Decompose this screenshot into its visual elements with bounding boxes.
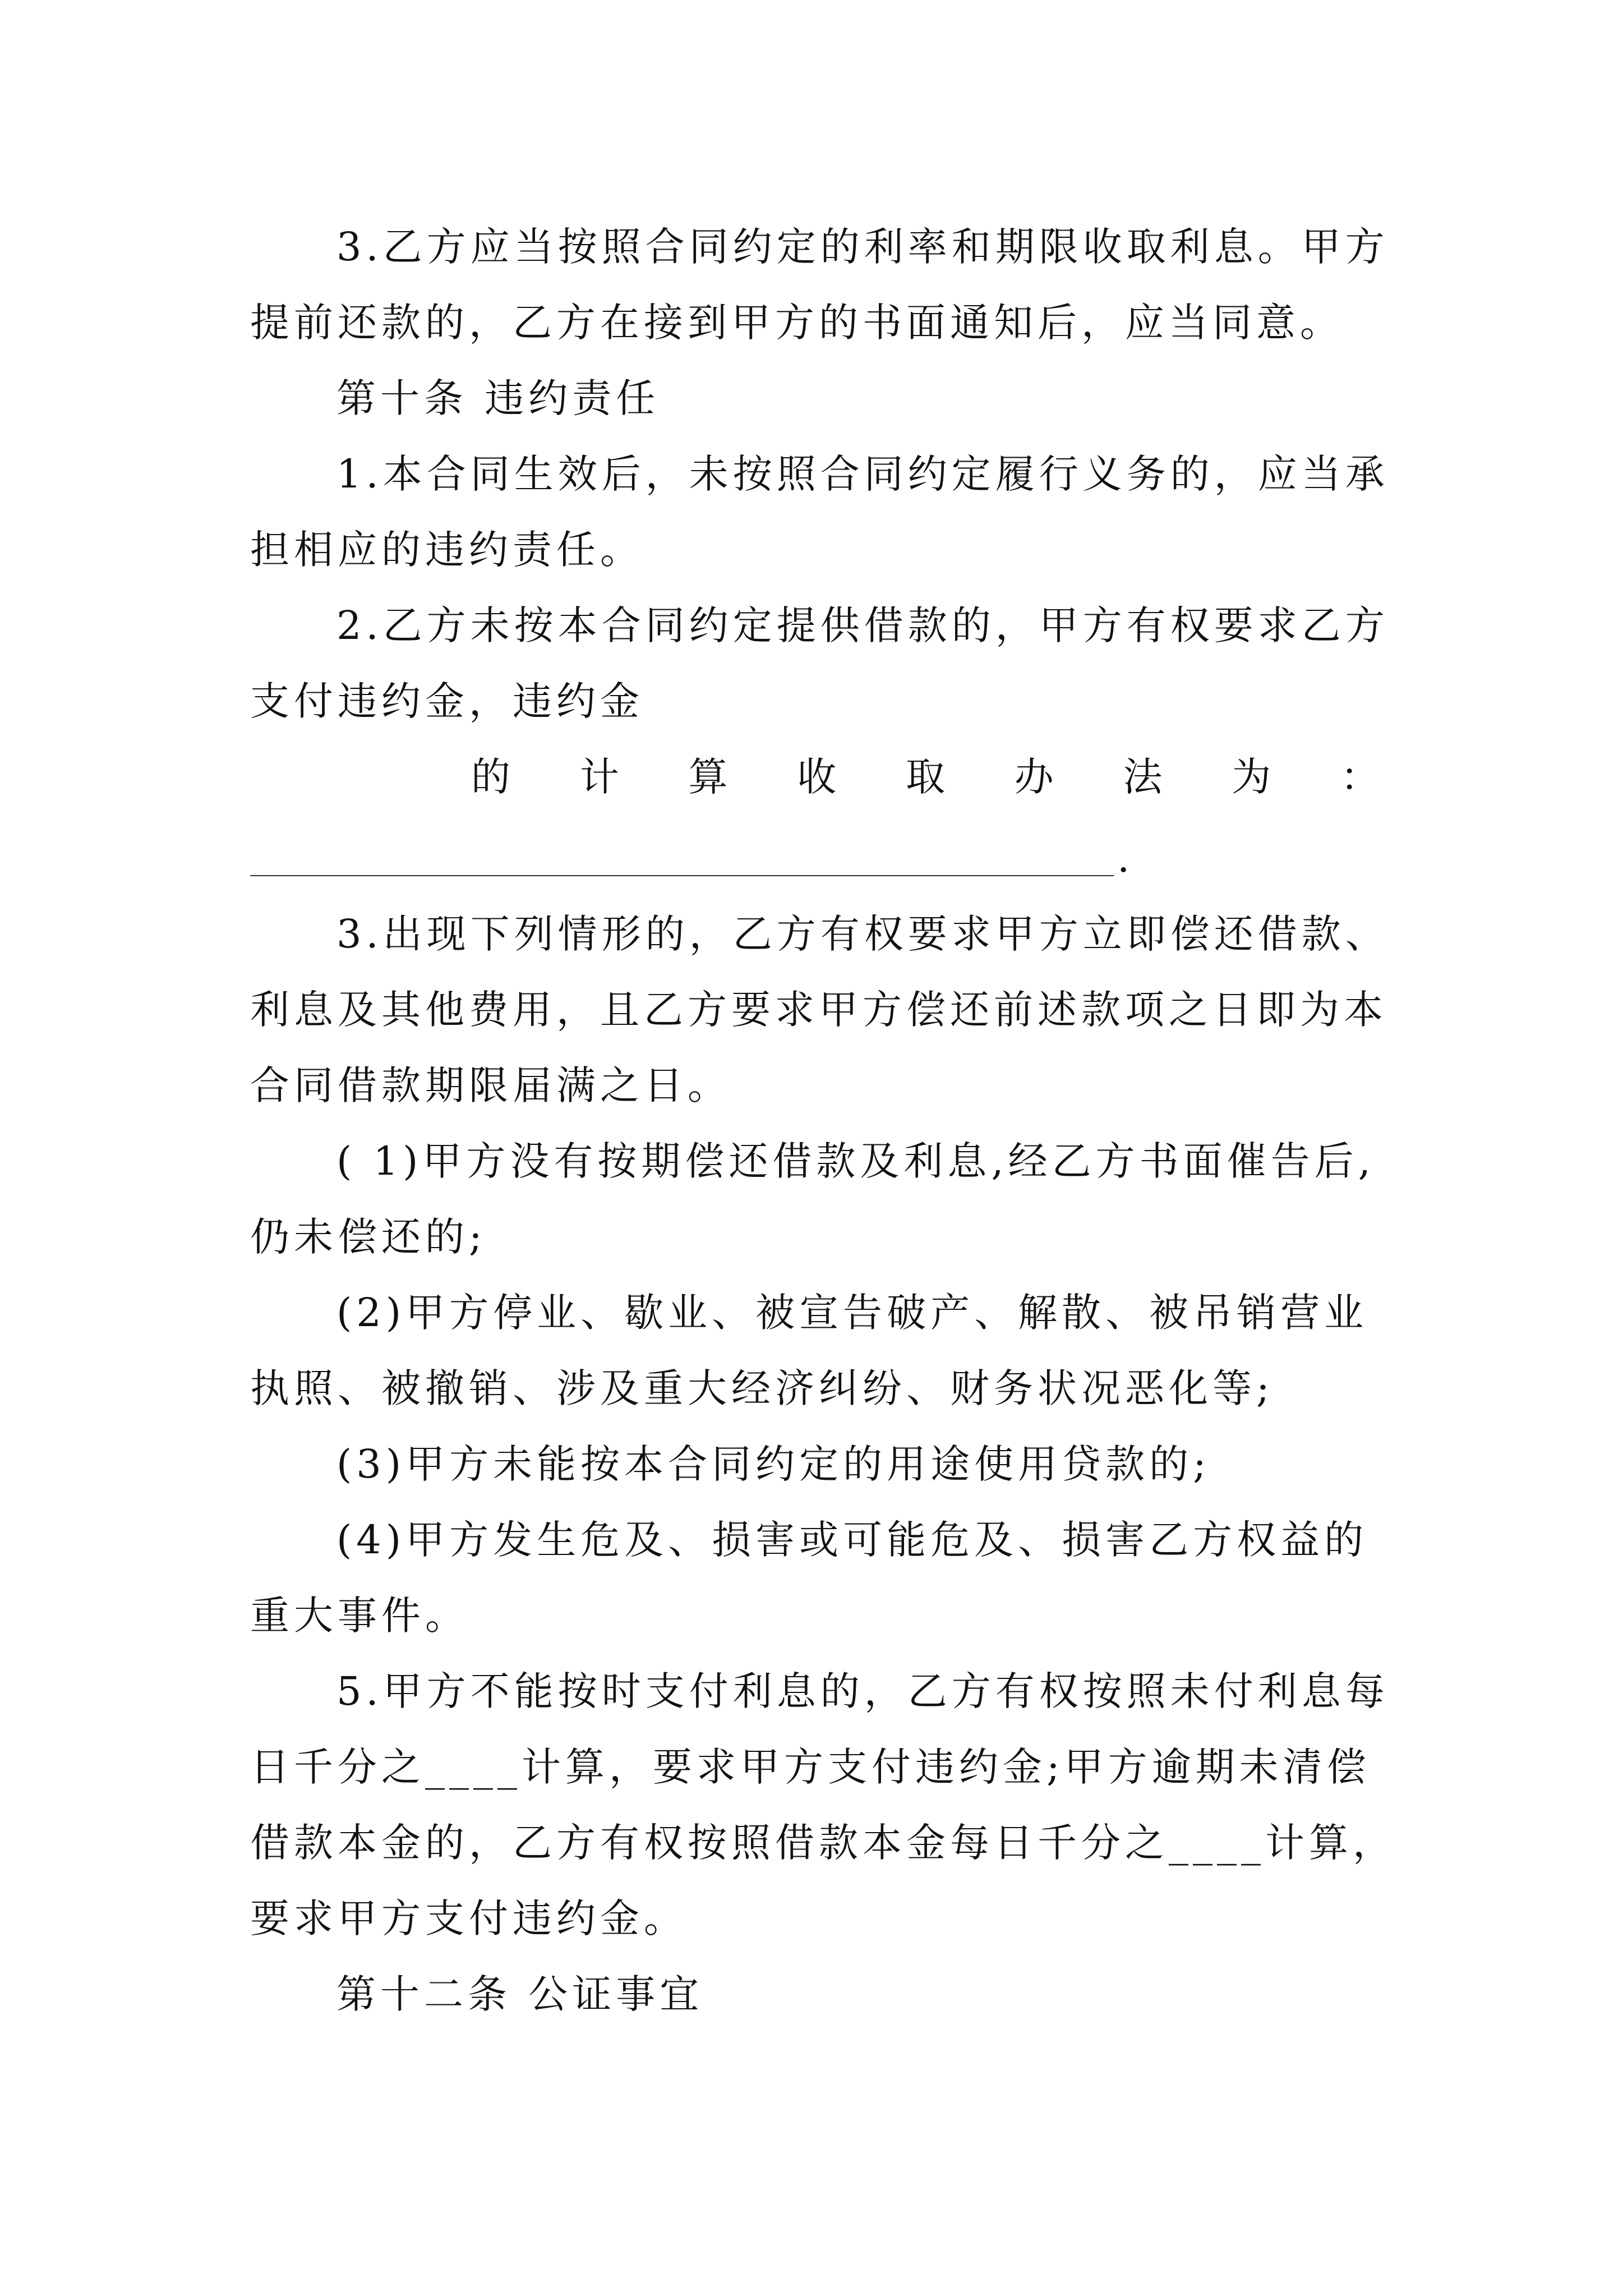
paragraph-line: (4)甲方发生危及、损害或可能危及、损害乙方权益的 [336, 1517, 1368, 1563]
paragraph-line: 5.甲方不能按时支付利息的，乙方有权按照未付利息每 [336, 1668, 1389, 1714]
spaced-char: 办 [1014, 754, 1054, 800]
paragraph-line: ( 1)甲方没有按期偿还借款及利息,经乙方书面催告后, [336, 1138, 1375, 1184]
paragraph-line: 执照、被撤销、涉及重大经济纠纷、财务状况恶化等; [250, 1365, 1274, 1411]
rule-end-period: . [1117, 835, 1130, 881]
spaced-char: 算 [688, 754, 728, 800]
paragraph-line: 合同借款期限届满之日。 [250, 1062, 731, 1108]
paragraph-line: 2.乙方未按本合同约定提供借款的，甲方有权要求乙方 [336, 602, 1389, 648]
spaced-char: 为 [1232, 754, 1271, 800]
spaced-char: 的 [471, 754, 510, 800]
section-heading: 第十条 违约责任 [336, 375, 660, 421]
paragraph-line: 日千分之____计算，要求甲方支付违约金;甲方逾期未清偿 [250, 1744, 1371, 1790]
paragraph-line: 重大事件。 [250, 1593, 469, 1639]
paragraph-line: 1.本合同生效后，未按照合同约定履行义务的，应当承 [336, 451, 1389, 497]
section-heading: 第十二条 公证事宜 [336, 1971, 704, 2017]
paragraph-line: (2)甲方停业、歇业、被宣告破产、解散、被吊销营业 [336, 1290, 1368, 1336]
paragraph-line: 支付违约金，违约金 [250, 678, 644, 724]
paragraph-line: 3.出现下列情形的，乙方有权要求甲方立即偿还借款、 [336, 911, 1389, 957]
paragraph-line: 提前还款的，乙方在接到甲方的书面通知后，应当同意。 [250, 300, 1344, 346]
spaced-text-line [471, 749, 1380, 805]
paragraph-line: 借款本金的，乙方有权按照借款本金每日千分之____计算， [250, 1820, 1396, 1866]
paragraph-line: 利息及其他费用，且乙方要求甲方偿还前述款项之日即为本 [250, 987, 1387, 1033]
spaced-char: ： [1340, 754, 1380, 800]
paragraph-line: 3.乙方应当按照合同约定的利率和期限收取利息。甲方 [336, 224, 1389, 270]
paragraph-line: 要求甲方支付违约金。 [250, 1895, 688, 1941]
paragraph-line: (3)甲方未能按本合同约定的用途使用贷款的; [336, 1441, 1211, 1487]
paragraph-line: 仍未偿还的; [250, 1214, 487, 1260]
paragraph-line: 担相应的违约责任。 [250, 527, 644, 573]
spaced-char: 计 [579, 754, 619, 800]
spaced-char: 取 [906, 754, 945, 800]
spaced-char: 收 [797, 754, 837, 800]
spaced-char: 法 [1123, 754, 1163, 800]
blank-fill-line [250, 875, 1114, 876]
